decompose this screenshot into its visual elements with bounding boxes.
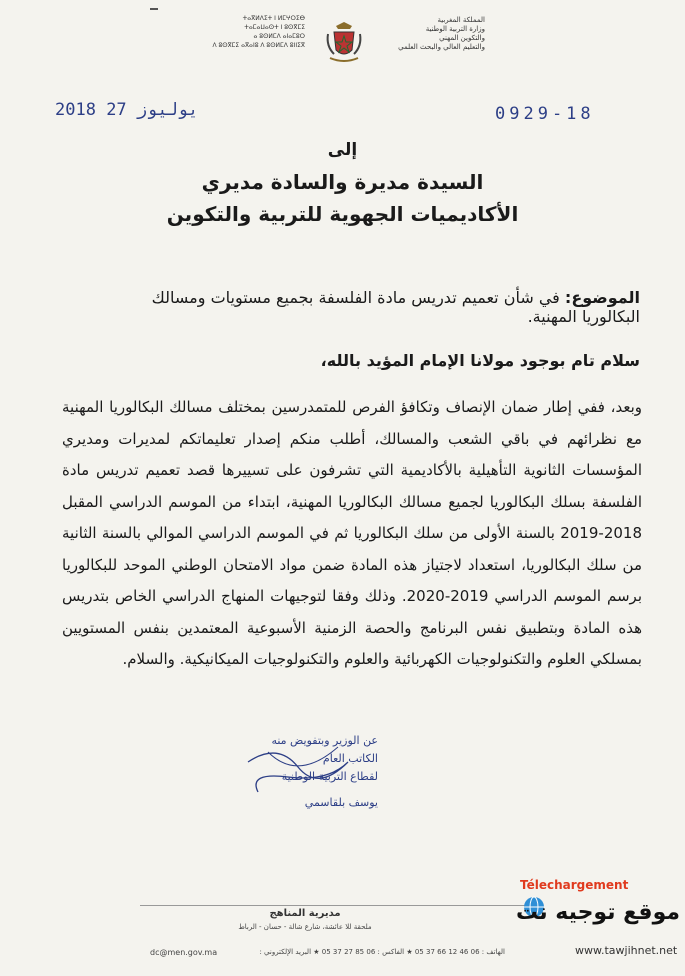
subject-text: في شأن تعميم تدريس مادة الفلسفة بجميع مستويات ومسالك البكالوريا المهنية. bbox=[151, 288, 640, 326]
signature-block bbox=[228, 732, 378, 812]
letterhead-arabic-line: المملكة المغربية bbox=[437, 16, 485, 24]
letterhead-arabic-line: وزارة التربية الوطنية bbox=[425, 25, 485, 33]
top-mark bbox=[150, 8, 158, 10]
watermark-url[interactable]: www.tawjihnet.net bbox=[575, 944, 678, 957]
letterhead-arabic-line: والتكوين المهني bbox=[439, 34, 485, 42]
footer-email: dc@men.gov.ma bbox=[150, 948, 218, 957]
watermark-site-name: موقع توجيه نت bbox=[516, 900, 680, 925]
letterhead-arabic-line: والتعليم العالي والبحث العلمي bbox=[398, 43, 485, 51]
watermark-download: Télechargement bbox=[520, 878, 629, 892]
footer-directorate: مديرية المناهج bbox=[269, 908, 341, 919]
subject bbox=[110, 288, 640, 326]
signature-line3: لقطاع التربية الوطنية bbox=[281, 770, 378, 783]
letterhead-amazigh-line: ⴰ ⵓⵙⵍⵎⴷ ⴰⵏⴰⵎⵓⵔ bbox=[253, 33, 305, 40]
letter-body: وبعد، ففي إطار ضمان الإنصاف وتكافؤ الفرص للمتمدرسين بمختلف مسالك البكالوريا المهنية مع نظرائهم في باقي الشعب والمسالك، أطلب منكم إصدار تعليماتكم لمديرات ومديري المؤسسات الثانوية التأهيلية بالأكاديمية التي تشرفون على تسييرها قصد تعميم تدريس مادة الفلسفة بسلك البكالوريا لجميع مسالك البكالوريا المهنية، ابتداء من الموسم الدراسي المقبل 2018-2019 بالسنة الأولى من سلك البكالوريا ثم في الموسم الدراسي الموالي بالسنة الثانية من سلك البكالوريا، استعداد لاجتياز هذه المادة ضمن مواد الامتحان الوطني الموحد للبكالوريا برسم الموسم الدراسي 2019-2020. وذلك وفقا لتوجيهات المنهاج الدراسي الخاص بتدريس هذه المادة وبتطبيق نفس البرنامج والحصة الزمنية الأسبوعية المعتمدين بنفس المستويين بمسلكي العلوم والتكنولوجيات الكهربائية والعلوم والتكنولوجيات الميكانيكية. والسلام. bbox=[62, 398, 642, 668]
footer-phone: الهاتف : 06 46 12 66 37 05 ★ الفاكس : 06 85 27 37 05 ★ البريد الإلكتروني : bbox=[259, 948, 505, 956]
letterhead-amazigh-line: ⵜⴰⴳⵍⴷⵉⵜ ⵏ ⵍⵎⵖⵔⵉⴱ bbox=[242, 15, 305, 22]
letterhead-amazigh bbox=[205, 14, 305, 50]
subject-label: الموضوع: bbox=[564, 288, 640, 307]
addressee-to: إلى bbox=[327, 140, 358, 160]
coat-of-arms-icon bbox=[322, 20, 366, 64]
addressee-line2: الأكاديميات الجهوية للتربية والتكوين bbox=[166, 202, 519, 226]
signature-line1: عن الوزير وبتفويض منه bbox=[271, 734, 378, 747]
reference-number: 0929-18 bbox=[495, 104, 595, 124]
greeting: سلام تام بوجود مولانا الإمام المؤيد بالله، bbox=[320, 351, 640, 370]
signature-line2: الكاتب العام bbox=[322, 752, 378, 765]
signature-line4: يوسف بلقاسمي bbox=[304, 796, 378, 809]
letterhead-amazigh-line: ⴷ ⵓⵙⴳⵎⵉ ⴰⴳⴰⵏⵓ ⴷ ⵓⵙⵍⵎⴷ ⵓⵏⵏⵉⴳ bbox=[212, 42, 305, 49]
letter-date: 2018 يوليوز 27 bbox=[55, 100, 199, 120]
addressee-line1: السيدة مديرة والسادة مديري bbox=[201, 170, 484, 194]
letterhead-amazigh-line: ⵜⴰⵎⴰⵡⴰⵙⵜ ⵏ ⵓⵙⴳⵎⵉ bbox=[244, 24, 305, 31]
signature-scribble-icon bbox=[228, 732, 378, 812]
footer-divider bbox=[140, 905, 540, 906]
letterhead-arabic bbox=[385, 16, 485, 52]
footer-address: ملحقة للا عائشة، شارع شالة - حسان - الرباط bbox=[238, 923, 372, 931]
